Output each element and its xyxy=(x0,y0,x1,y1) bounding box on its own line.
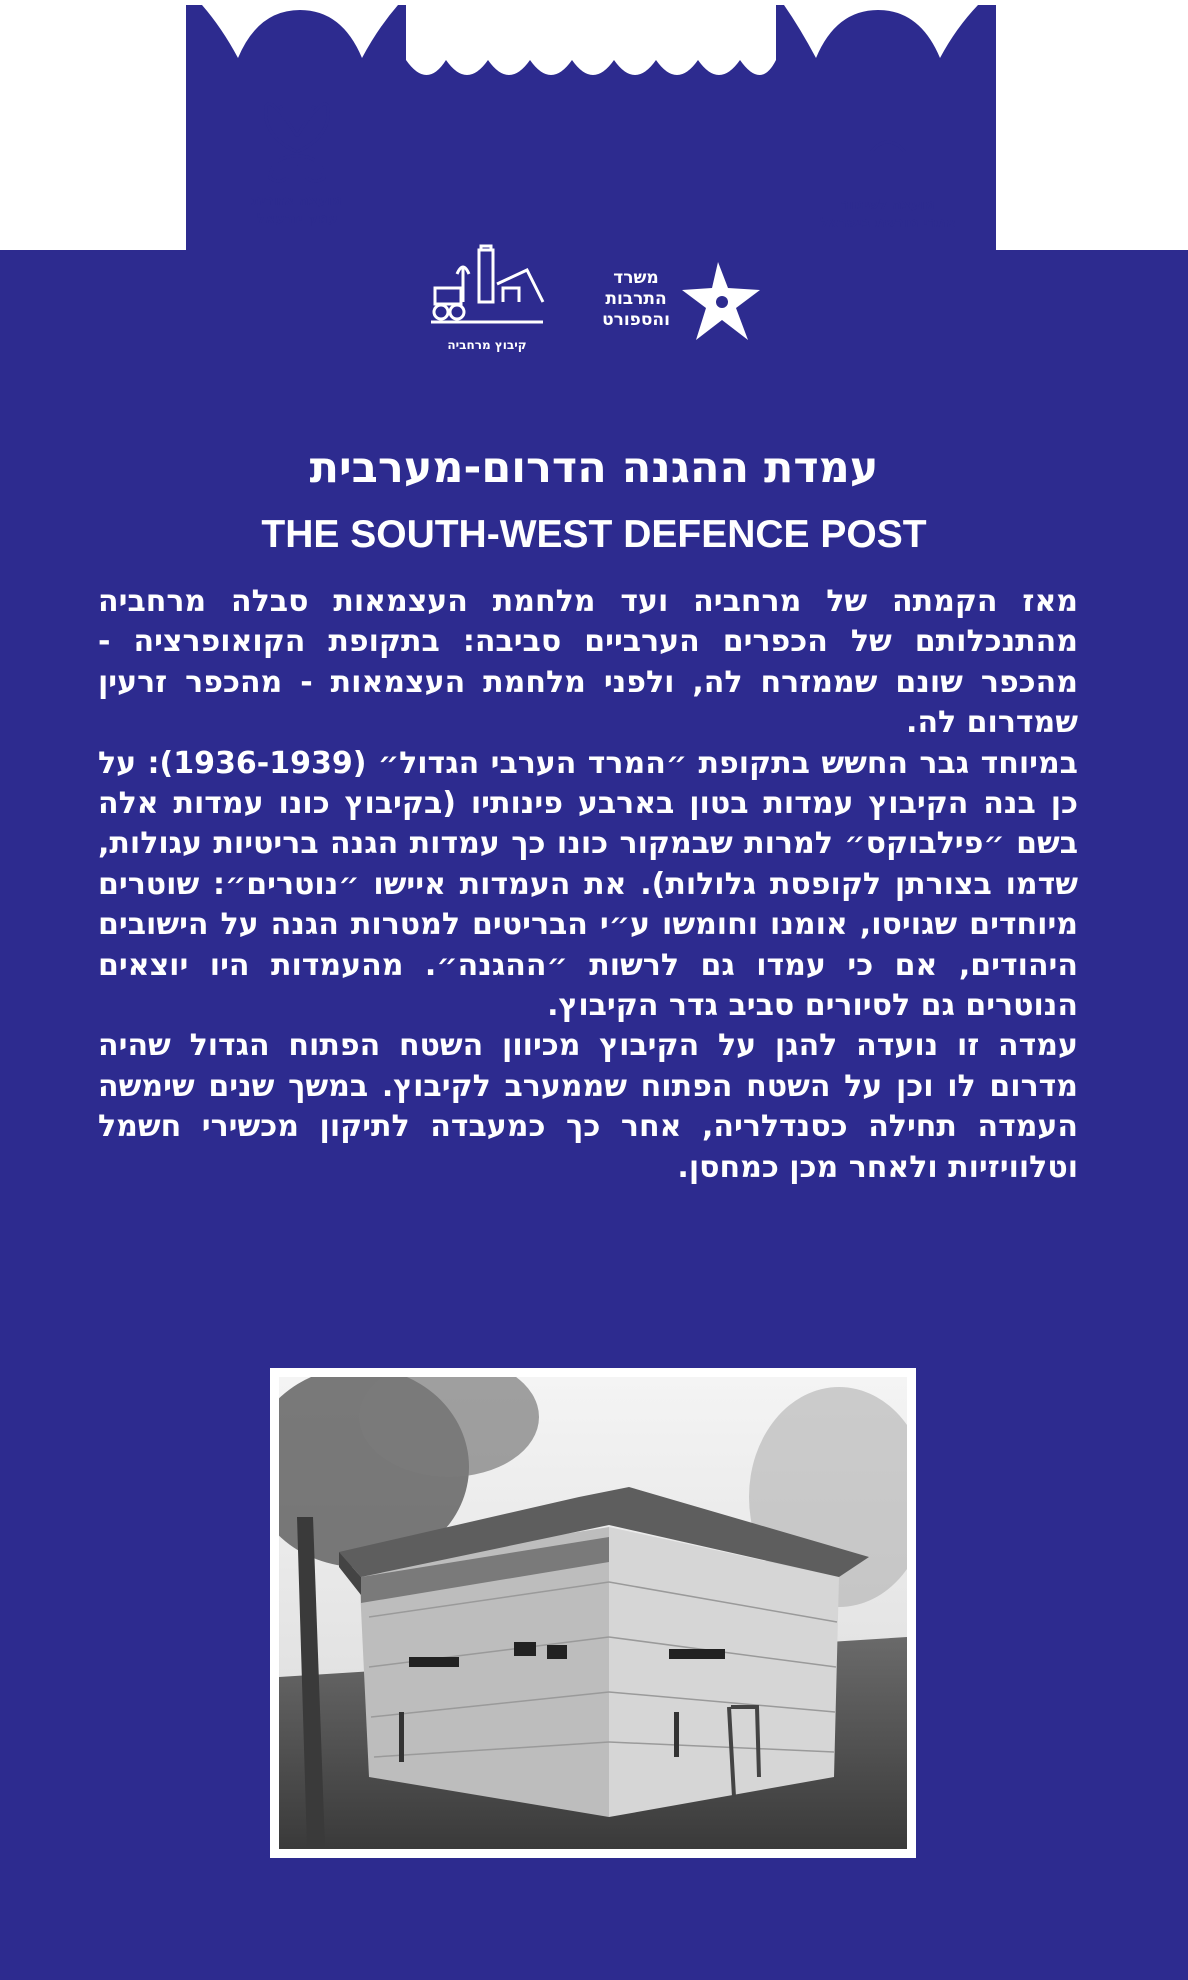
emek-yizrael-line1: מועצה אזורית xyxy=(251,193,343,209)
heritage-council-line2: אתרי מורשת בישראל xyxy=(820,215,956,231)
castle-gate-logo-icon xyxy=(833,88,943,192)
kibbutz-merhavia-caption: קיבוץ מרחביה xyxy=(447,338,527,352)
kibbutz-tower-logo-icon xyxy=(427,244,547,330)
title-hebrew: עמדת ההגנה הדרום-מערבית xyxy=(309,443,879,493)
concrete-defence-post-photo xyxy=(279,1377,907,1849)
heritage-council-line1: מועצה לשימור xyxy=(840,197,936,213)
emek-yizrael-logo xyxy=(232,96,362,228)
body-text xyxy=(98,582,1078,1188)
butterfly-logo-icon xyxy=(262,96,332,188)
photo-frame xyxy=(270,1368,916,1858)
ministry-line1: משרד xyxy=(613,268,659,288)
title-english: THE SOUTH-WEST DEFENCE POST xyxy=(261,513,927,556)
paragraph-2: במיוחד גבר החשש בתקופת ״המרד הערבי הגדול״ (1936-1939): על כן בנה הקיבוץ עמדות בטון בארבע פינותיו (בקיבוץ כונו עמדות אלה בשם ״פילבוקס״ למרות שבמקור כונו כך עמדות הגנה בריטיות עגולות, שדמו בצורתן לקופסת גלולות). את העמדות איישו ״נוטרים״: שוטרים מיוחדים שגויסו, אומנו וחומשו ע״י הבריטים למטרות הגנה על הישובים היהודים, אם כי עמדו גם לרשות ״ההגנה״. מהעמדות היו יוצאים הנוטרים גם לסיורים סביב גדר הקיבוץ. xyxy=(98,745,1078,1024)
emek-yizrael-line2: עמק יזרעאל xyxy=(256,211,338,227)
ministry-culture-words xyxy=(588,268,684,331)
star-logo-icon xyxy=(678,260,764,344)
ministry-line3: והספורט xyxy=(602,310,670,330)
paragraph-3: עמדה זו נועדה להגן על הקיבוץ מכיוון השטח הפתוח הגדול שהיה מדרום לו וכן על השטח הפתוח שממערב לקיבוץ. במשך שנים שימשה העמדה תחילה כסנדלריה, אחר כך כמעבדה לתיקון מכשירי חשמל וטלוויזיות ולאחר מכן כמחסן. xyxy=(98,1028,1078,1185)
ministry-line2: התרבות xyxy=(605,289,667,309)
paragraph-1: מאז הקמתה של מרחביה ועד מלחמת העצמאות סבלה מרחביה מהתנכלותם של הכפרים הערביים סביבה: בתקופת הקואופרציה - מהכפר שונם שממזרח לה, ולפני מלחמת העצמאות - מהכפר זרעין שמדרום לה. xyxy=(98,584,1078,741)
kibbutz-merhavia-logo xyxy=(412,244,562,354)
heritage-council-logo xyxy=(788,88,988,232)
